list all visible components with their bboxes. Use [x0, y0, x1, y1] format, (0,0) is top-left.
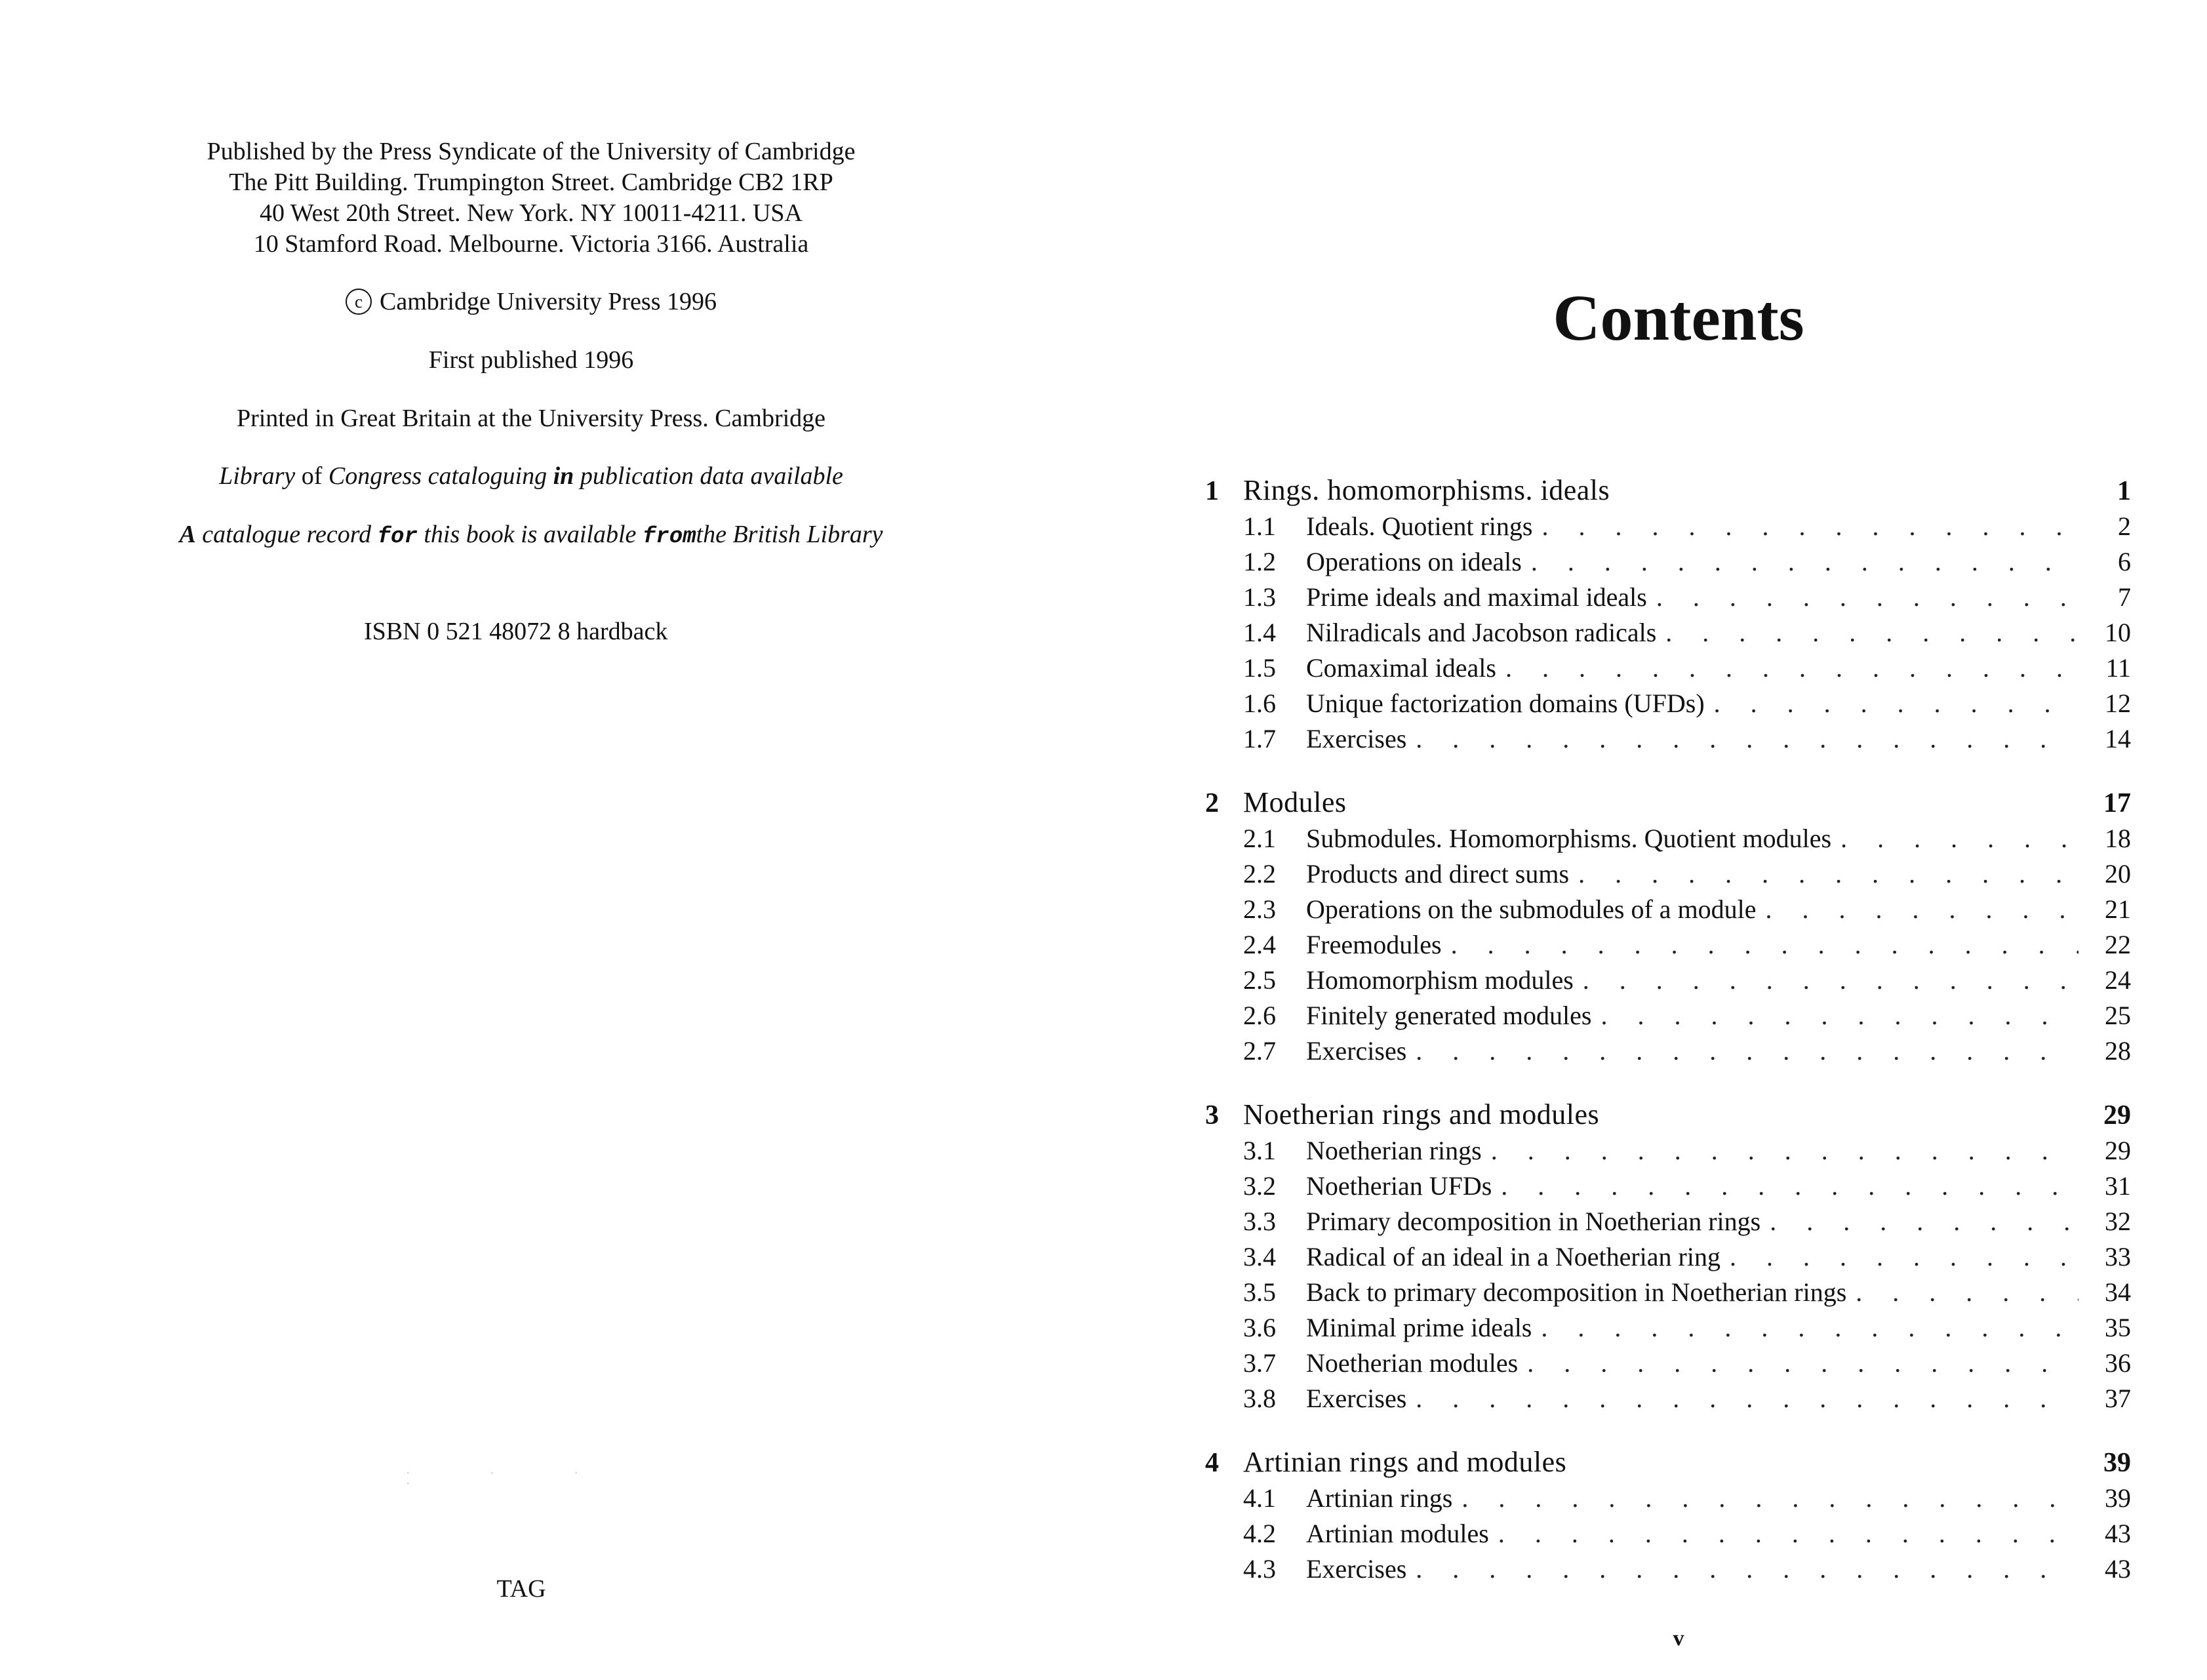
- section-title: Finitely generated modules: [1306, 1001, 1592, 1030]
- section-number: 3.3: [1243, 1207, 1276, 1236]
- dot-leader: [1461, 1481, 2078, 1516]
- section-title: Ideals. Quotient rings: [1306, 511, 1533, 541]
- chapter-page: 17: [2103, 788, 2131, 818]
- dot-leader: [1531, 544, 2078, 580]
- section-title: Exercises: [1306, 1554, 1407, 1584]
- page-number: v: [1673, 1626, 1684, 1650]
- section-number: 2.2: [1243, 859, 1276, 889]
- toc-section[interactable]: [1180, 963, 2131, 998]
- section-title-wrap: [1306, 1481, 2078, 1516]
- dot-leader: [1856, 1275, 2078, 1310]
- dot-leader: [1491, 1133, 2078, 1169]
- bl-text: the British Library: [696, 521, 883, 548]
- bl-text: from: [642, 525, 696, 550]
- section-title: Noetherian modules: [1306, 1348, 1519, 1378]
- dot-leader: [1601, 998, 2078, 1033]
- section-page: 6: [2118, 547, 2131, 576]
- section-title-wrap: [1306, 580, 2078, 615]
- toc-section[interactable]: [1180, 1033, 2131, 1069]
- section-title-wrap: [1306, 1275, 2078, 1310]
- section-number: 1.3: [1243, 582, 1276, 612]
- section-number: 3.5: [1243, 1277, 1276, 1307]
- section-page: 20: [2105, 859, 2131, 889]
- section-page: 32: [2105, 1207, 2131, 1236]
- section-number: 1.2: [1243, 547, 1276, 576]
- section-title-wrap: [1306, 821, 2078, 856]
- chapter-page: 39: [2103, 1448, 2131, 1478]
- section-title-wrap: [1306, 544, 2078, 580]
- section-number: 1.4: [1243, 618, 1276, 647]
- section-number: 2.4: [1243, 930, 1276, 959]
- section-title-wrap: [1306, 892, 2078, 927]
- section-title-wrap: [1306, 1033, 2078, 1069]
- toc-section[interactable]: [1180, 1551, 2131, 1587]
- section-number: 3.6: [1243, 1313, 1276, 1342]
- toc-section[interactable]: [1180, 1346, 2131, 1381]
- section-page: 18: [2105, 824, 2131, 853]
- section-title: Primary decomposition in Noetherian rings: [1306, 1207, 1761, 1236]
- page-title: Contents: [1553, 281, 1804, 354]
- chapter-number: 3: [1205, 1100, 1219, 1130]
- section-title: Homomorphism modules: [1306, 965, 1574, 995]
- bl-text: this book is available: [424, 521, 637, 548]
- section-title-wrap: [1306, 1346, 2078, 1381]
- toc-section[interactable]: [1180, 927, 2131, 963]
- section-title-wrap: [1306, 1551, 2078, 1587]
- dot-leader: [1840, 821, 2078, 856]
- imprint-line: 10 Stamford Road. Melbourne. Victoria 3166. Australia: [253, 230, 809, 258]
- toc-section[interactable]: [1180, 1204, 2131, 1239]
- dot-leader: [1730, 1239, 2078, 1275]
- loc-text: in: [553, 462, 574, 490]
- section-title: Artinian rings: [1306, 1483, 1453, 1513]
- section-number: 2.6: [1243, 1001, 1276, 1030]
- dot-leader: [1416, 1551, 2078, 1587]
- section-title-wrap: [1306, 1133, 2078, 1169]
- section-number: 2.1: [1243, 824, 1276, 853]
- chapter-heading[interactable]: [1180, 1096, 2131, 1133]
- chapter-title: Modules: [1243, 786, 1347, 818]
- dot-leader: [1656, 580, 2078, 615]
- section-page: 25: [2105, 1001, 2131, 1030]
- section-title: Minimal prime ideals: [1306, 1313, 1532, 1342]
- section-page: 7: [2118, 582, 2131, 612]
- section-title: Exercises: [1306, 724, 1407, 753]
- section-title-wrap: [1306, 856, 2078, 892]
- section-number: 1.7: [1243, 724, 1276, 753]
- toc-section[interactable]: [1180, 509, 2131, 544]
- section-number: 2.5: [1243, 965, 1276, 995]
- section-page: 31: [2105, 1171, 2131, 1201]
- toc-chapter: [1180, 1096, 2131, 1416]
- section-title-wrap: [1306, 1310, 2078, 1346]
- chapter-title: Rings. homomorphisms. ideals: [1243, 474, 1610, 506]
- section-title: Operations on the submodules of a module: [1306, 894, 1757, 924]
- section-page: 37: [2105, 1384, 2131, 1413]
- dot-leader: [1416, 721, 2078, 757]
- section-title-wrap: [1306, 509, 2078, 544]
- section-page: 11: [2105, 653, 2131, 683]
- section-title: Noetherian rings: [1306, 1136, 1482, 1165]
- imprint-line: The Pitt Building. Trumpington Street. Cambridge CB2 1RP: [229, 169, 833, 196]
- section-page: 21: [2105, 894, 2131, 924]
- toc-chapter: [1180, 472, 2131, 757]
- printed-in: Printed in Great Britain at the University Press. Cambridge: [236, 405, 826, 432]
- section-page: 10: [2105, 618, 2131, 647]
- section-title: Back to primary decomposition in Noetherian rings: [1306, 1277, 1847, 1307]
- dot-leader: [1665, 615, 2078, 650]
- section-title-wrap: [1306, 1381, 2078, 1416]
- chapter-heading[interactable]: [1180, 472, 2131, 509]
- chapter-page: 29: [2103, 1100, 2131, 1130]
- toc-section[interactable]: [1180, 1481, 2131, 1516]
- contents-page: [1180, 0, 2207, 1680]
- first-published: First published 1996: [428, 346, 634, 374]
- dot-leader: [1583, 963, 2078, 998]
- bl-text: for: [377, 525, 418, 550]
- section-title: Noetherian UFDs: [1306, 1171, 1492, 1201]
- section-title: Exercises: [1306, 1036, 1407, 1066]
- dot-leader: [1501, 1169, 2078, 1204]
- section-title: Unique factorization domains (UFDs): [1306, 689, 1705, 718]
- toc-section[interactable]: [1180, 1381, 2131, 1416]
- chapter-page: 1: [2117, 476, 2131, 506]
- dot-leader: [1416, 1033, 2078, 1069]
- copyright-page: [0, 0, 1062, 1680]
- copyright-text: Cambridge University Press 1996: [379, 288, 717, 315]
- section-page: 28: [2105, 1036, 2131, 1066]
- copyright-icon: c: [346, 289, 372, 315]
- toc-section[interactable]: [1180, 1239, 2131, 1275]
- dot-leader: [1451, 927, 2078, 963]
- section-number: 3.4: [1243, 1242, 1276, 1271]
- isbn: ISBN 0 521 48072 8 hardback: [364, 618, 668, 645]
- section-title-wrap: [1306, 686, 2078, 721]
- section-title-wrap: [1306, 1516, 2078, 1551]
- scan-noise: · · · ·: [407, 1469, 617, 1489]
- toc-section[interactable]: [1180, 544, 2131, 580]
- toc-section[interactable]: [1180, 1275, 2131, 1310]
- section-title-wrap: [1306, 927, 2078, 963]
- section-number: 2.3: [1243, 894, 1276, 924]
- section-page: 33: [2105, 1242, 2131, 1271]
- chapter-number: 1: [1205, 476, 1219, 506]
- imprint-line: 40 West 20th Street. New York. NY 10011-4211. USA: [259, 199, 803, 227]
- toc-section[interactable]: [1180, 821, 2131, 856]
- toc-section[interactable]: [1180, 721, 2131, 757]
- chapter-title: Artinian rings and modules: [1243, 1446, 1567, 1478]
- section-title: Submodules. Homomorphisms. Quotient modules: [1306, 824, 1832, 853]
- section-page: 22: [2105, 930, 2131, 959]
- bl-text: A: [179, 521, 196, 548]
- section-title: Exercises: [1306, 1384, 1407, 1413]
- section-title: Products and direct sums: [1306, 859, 1570, 889]
- section-title-wrap: [1306, 1204, 2078, 1239]
- section-title: Nilradicals and Jacobson radicals: [1306, 618, 1657, 647]
- dot-leader: [1766, 892, 2078, 927]
- toc-section[interactable]: [1180, 1310, 2131, 1346]
- section-title: Radical of an ideal in a Noetherian ring: [1306, 1242, 1720, 1271]
- section-number: 1.5: [1243, 653, 1276, 683]
- loc-text: Library: [219, 462, 296, 490]
- section-page: 39: [2105, 1483, 2131, 1513]
- toc-section[interactable]: [1180, 1133, 2131, 1169]
- dot-leader: [1714, 686, 2078, 721]
- loc-text: Congress cataloguing: [328, 462, 547, 490]
- british-library-notice: [0, 519, 1062, 552]
- copyright-notice: [0, 287, 1062, 317]
- section-page: 36: [2105, 1348, 2131, 1378]
- tag-label: TAG: [496, 1575, 546, 1603]
- section-title: Comaximal ideals: [1306, 653, 1496, 683]
- table-of-contents: [1180, 472, 2131, 1614]
- section-page: 14: [2105, 724, 2131, 753]
- dot-leader: [1498, 1516, 2078, 1551]
- toc-section[interactable]: [1180, 650, 2131, 686]
- section-page: 34: [2105, 1277, 2131, 1307]
- toc-chapter: [1180, 784, 2131, 1069]
- dot-leader: [1578, 856, 2078, 892]
- section-page: 43: [2105, 1554, 2131, 1584]
- imprint-line: Published by the Press Syndicate of the University of Cambridge: [207, 138, 856, 165]
- dot-leader: [1505, 650, 2078, 686]
- section-number: 4.2: [1243, 1519, 1276, 1548]
- section-title: Operations on ideals: [1306, 547, 1522, 576]
- section-title-wrap: [1306, 1169, 2078, 1204]
- section-title: Artinian modules: [1306, 1519, 1489, 1548]
- section-page: 12: [2105, 689, 2131, 718]
- section-number: 2.7: [1243, 1036, 1276, 1066]
- dot-leader: [1542, 509, 2079, 544]
- toc-section[interactable]: [1180, 998, 2131, 1033]
- chapter-number: 2: [1205, 788, 1219, 818]
- bl-text: catalogue record: [202, 521, 372, 548]
- toc-section[interactable]: [1180, 856, 2131, 892]
- section-number: 3.2: [1243, 1171, 1276, 1201]
- loc-text: publication data available: [580, 462, 843, 490]
- section-title: Prime ideals and maximal ideals: [1306, 582, 1647, 612]
- section-number: 1.6: [1243, 689, 1276, 718]
- chapter-title: Noetherian rings and modules: [1243, 1098, 1600, 1130]
- section-number: 3.8: [1243, 1384, 1276, 1413]
- section-page: 43: [2105, 1519, 2131, 1548]
- section-title-wrap: [1306, 998, 2078, 1033]
- chapter-heading[interactable]: [1180, 1444, 2131, 1481]
- section-title-wrap: [1306, 963, 2078, 998]
- section-title-wrap: [1306, 721, 2078, 757]
- section-page: 2: [2118, 511, 2131, 541]
- section-page: 24: [2105, 965, 2131, 995]
- chapter-heading[interactable]: [1180, 784, 2131, 821]
- section-number: 3.1: [1243, 1136, 1276, 1165]
- toc-section[interactable]: [1180, 892, 2131, 927]
- dot-leader: [1416, 1381, 2078, 1416]
- section-title-wrap: [1306, 650, 2078, 686]
- toc-section[interactable]: [1180, 580, 2131, 615]
- toc-section[interactable]: [1180, 1516, 2131, 1551]
- loc-notice: [0, 461, 1062, 491]
- dot-leader: [1770, 1204, 2078, 1239]
- toc-section[interactable]: [1180, 615, 2131, 650]
- section-title-wrap: [1306, 615, 2078, 650]
- section-title-wrap: [1306, 1239, 2078, 1275]
- loc-text: of: [301, 462, 323, 490]
- section-page: 35: [2105, 1313, 2131, 1342]
- section-number: 4.3: [1243, 1554, 1276, 1584]
- toc-section[interactable]: [1180, 686, 2131, 721]
- toc-chapter: [1180, 1444, 2131, 1587]
- section-number: 3.7: [1243, 1348, 1276, 1378]
- section-page: 29: [2105, 1136, 2131, 1165]
- toc-section[interactable]: [1180, 1169, 2131, 1204]
- section-number: 1.1: [1243, 511, 1276, 541]
- section-title: Freemodules: [1306, 930, 1442, 959]
- dot-leader: [1541, 1310, 2078, 1346]
- section-number: 4.1: [1243, 1483, 1276, 1513]
- dot-leader: [1527, 1346, 2078, 1381]
- chapter-number: 4: [1205, 1448, 1219, 1478]
